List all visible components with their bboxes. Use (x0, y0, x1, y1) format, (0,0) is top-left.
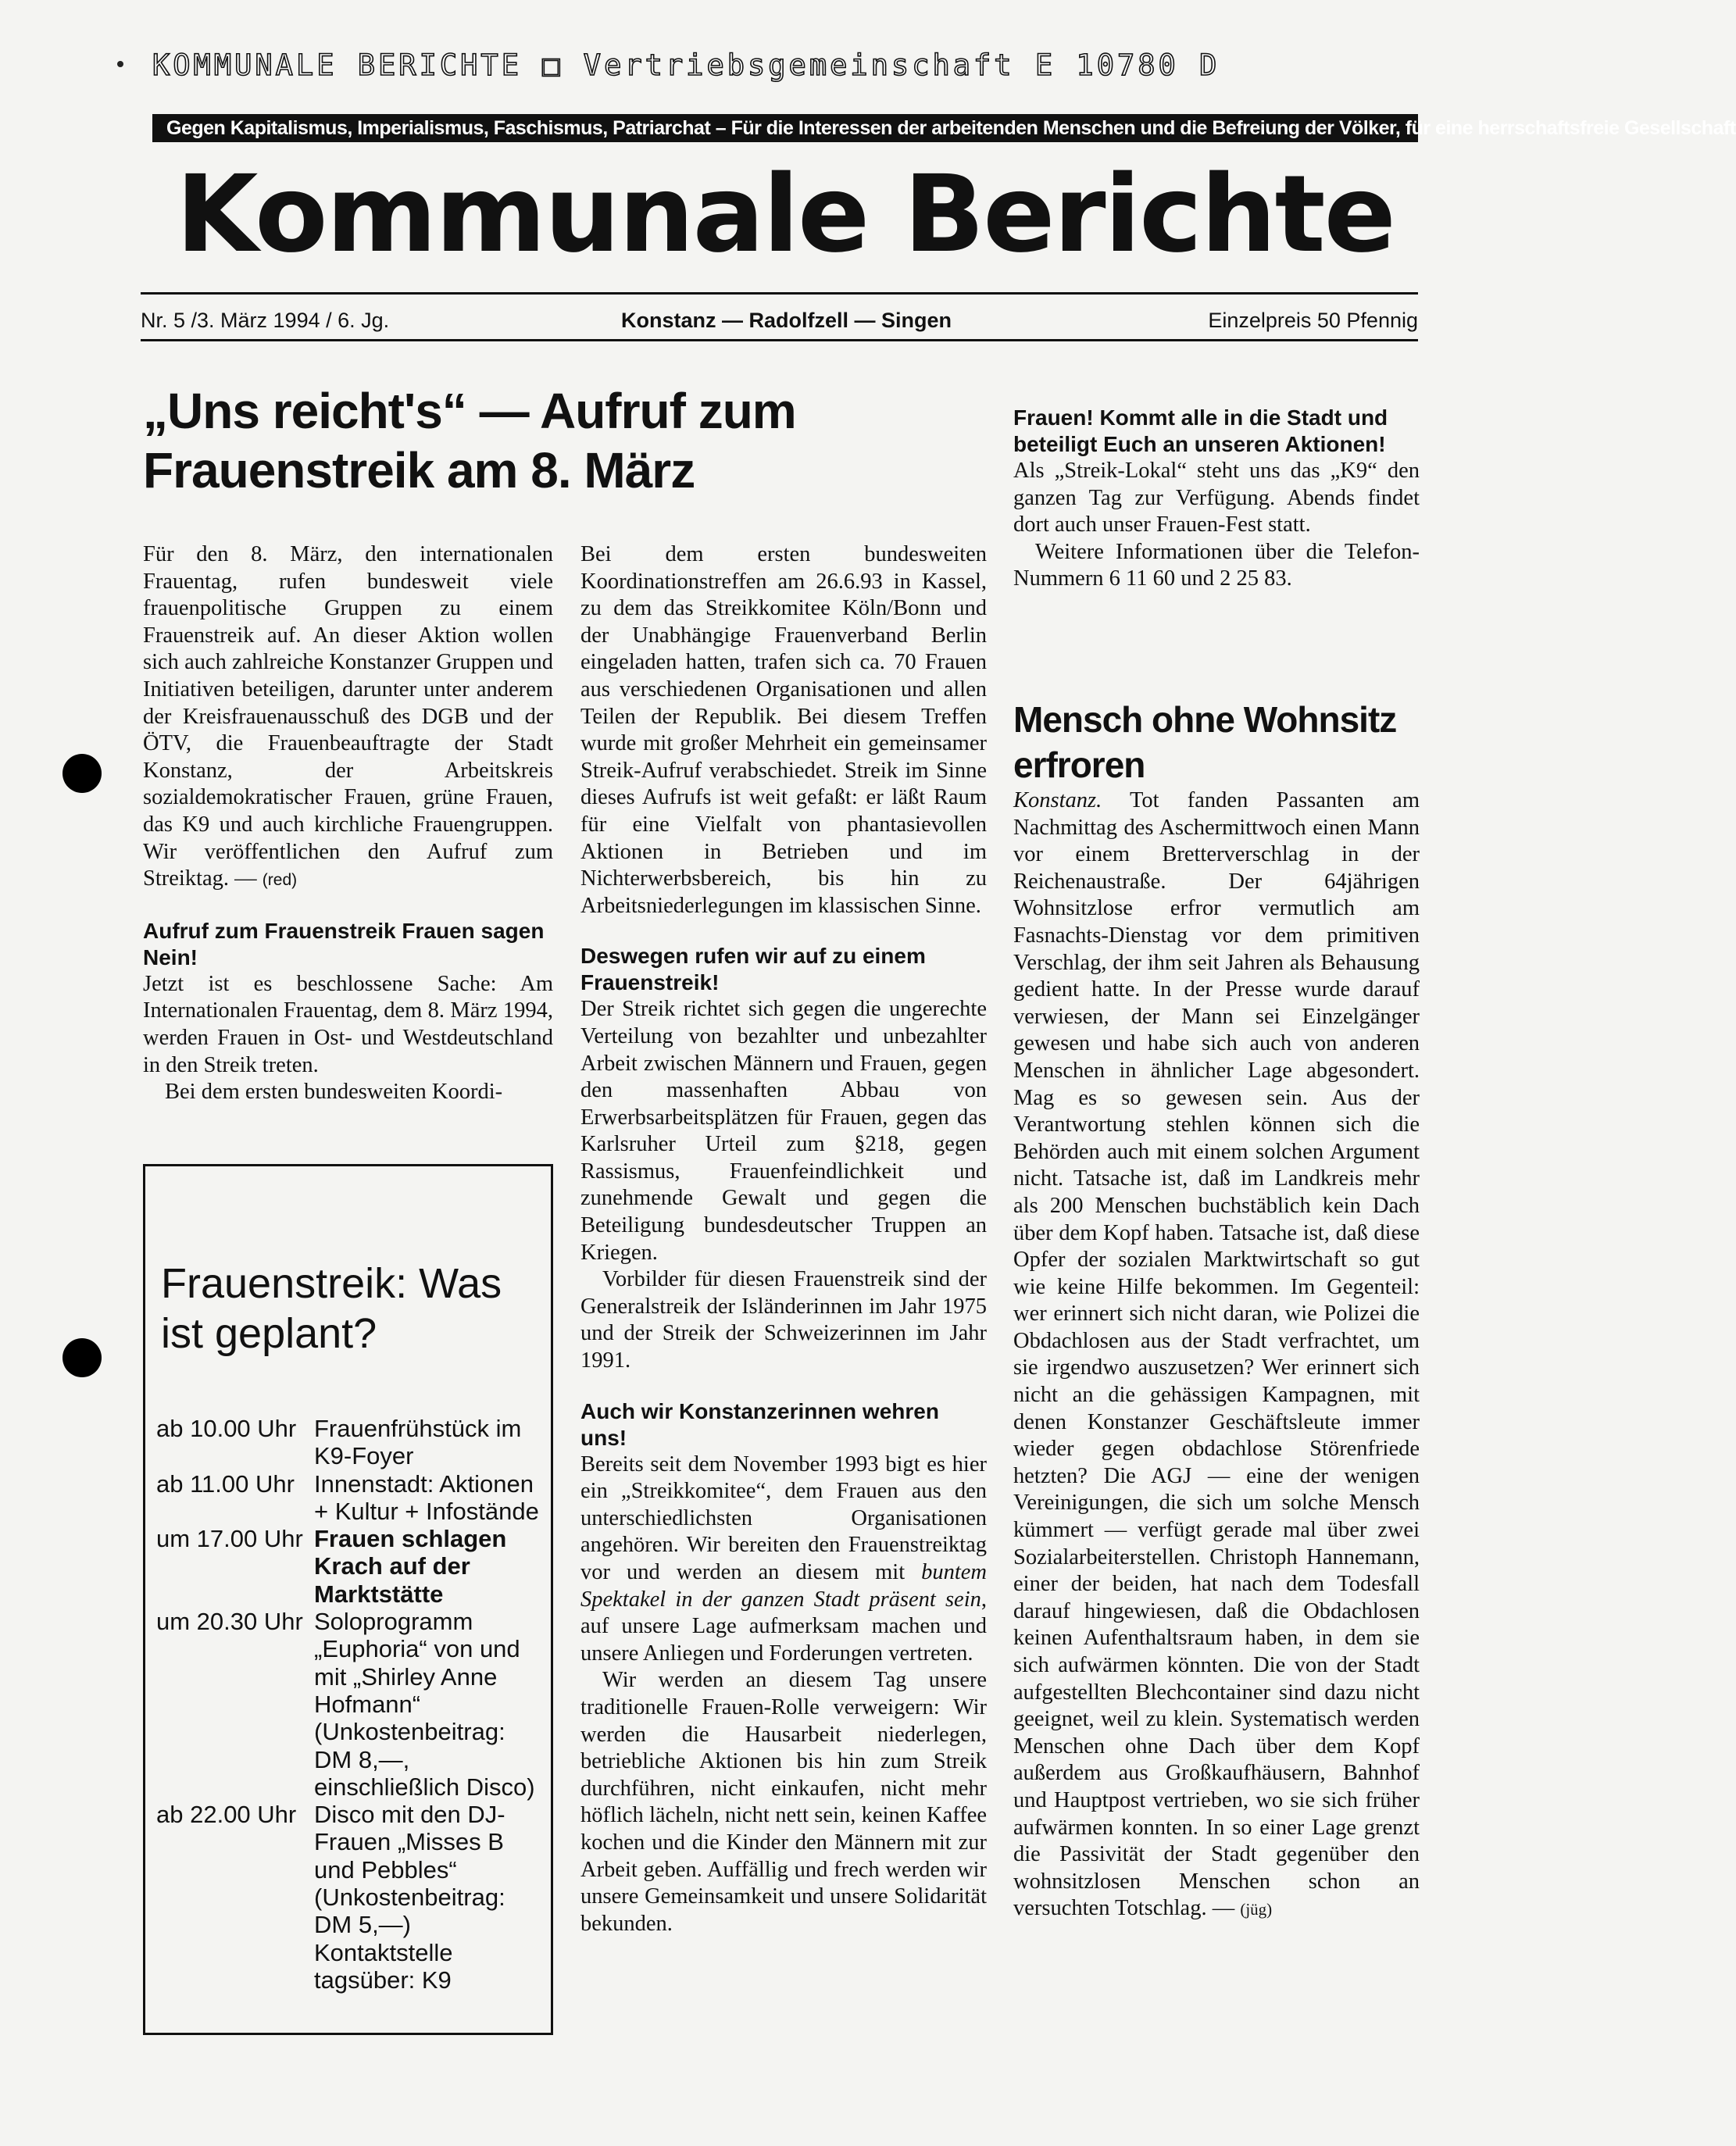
subheading-frauen-kommt: Frauen! Kommt alle in die Stadt und beteiligt Euch an unseren Aktionen! (1013, 405, 1388, 456)
schedule-item (156, 1525, 547, 1608)
subheading-aufruf: Aufruf zum Frauenstreik Frauen sagen Nein! (143, 918, 545, 969)
header-rule-top (141, 292, 1418, 295)
newspaper-title: Kommunale Berichte (176, 153, 1395, 277)
schedule-time: ab 11.00 Uhr (156, 1469, 295, 1498)
side-article-body (1013, 787, 1420, 1923)
schedule-time: um 20.30 Uhr (156, 1608, 303, 1636)
series-line: KOMMUNALE BERICHTE □ Vertriebsgemeinschaft E 10780 D (152, 48, 1220, 82)
schedule-time: ab 10.00 Uhr (156, 1415, 297, 1442)
schedule-text: Disco mit den DJ-Frauen „Misses B und Pebbles“ (Unkostenbeitrag: DM 5,—) Kontaktstelle tagsüber: K9 (314, 1801, 505, 1994)
schedule-list (156, 1415, 547, 1994)
subheading-konstanzerinnen: Auch wir Konstanzerinnen wehren uns! (580, 1398, 939, 1450)
schedule-text: Innenstadt: Aktionen + Kultur + Infostände (314, 1469, 539, 1525)
region-line: Konstanz — Radolfzell — Singen (621, 309, 952, 332)
main-headline: „Uns reicht's“ — Aufruf zum Frauenstreik am 8. März (143, 383, 796, 498)
schedule-text: Frauen schlagen Krach auf der Marktstätte (314, 1525, 507, 1608)
schedule-text: Frauenfrühstück im K9-Foyer (314, 1415, 522, 1470)
paragraph-1: Jetzt ist es beschlossene Sache: Am Internationalen Frauentag, dem 8. März 1994, werden Frauen in Ost- und Westdeutschland in den Streik treten. (143, 971, 553, 1077)
paragraph-4: Vorbilder für diesen Frauenstreik sind der Generalstreik der Isländerinnen im Jahr 1975 und der Streik der Schweizerinnen im Jahr 1991. (580, 1267, 987, 1373)
paragraph-2: Bei dem ersten bundesweiten Koordinationstreffen am 26.6.93 in Kassel, zu dem das Streikkomitee Köln/Bonn und der Unabhängige Frauenverband Berlin eingeladen hatten, trafen sich ca. 70 Frauen aus verschiedenen Organisationen und allen Teilen der Republik. Bei diesem Treffen wurde mit großer Mehrheit ein gemeinsamer Streik-Aufruf verabschiedet. Streik im Sinne dieses Aufrufs ist weit gefaßt: er läßt Raum für eine Vielfalt von phantasievollen Aktionen in Betrieben und im Nichterwerbsbereich, bis hin zu Arbeitsniederlegungen im klassischen Sinne. (580, 542, 987, 918)
issue-number: Nr. 5 /3. März 1994 / 6. Jg. (141, 309, 390, 332)
schedule-time: ab 22.00 Uhr (156, 1801, 297, 1829)
article-column-1 (143, 541, 553, 1106)
side-credit: (jüg) (1240, 1900, 1273, 1919)
paragraph-8: Weitere Informationen über die Telefon-Nummern 6 11 60 und 2 25 83. (1013, 539, 1420, 591)
schedule-item (156, 1801, 547, 1994)
intro-paragraph: Für den 8. März, den internationalen Frauentag, rufen bundesweit viele frauenpolitische Gruppen zu einem Frauenstreik auf. An dieser Aktion wollen sich auch zahlreiche Konstanzer Gruppen und Initiativen beteiligen, darunter unter anderem der Kreisfrauenausschuß des DGB und der ÖTV, die Frauenbeauftragte der Stadt Konstanz, der Arbeitskreis sozialdemokratischer Frauen, grüne Frauen, das K9 und auch kirchliche Frauengruppen. Wir veröffentlichen den Aufruf zum Streiktag. — (red) (143, 542, 553, 891)
paragraph-6: Wir werden an diesem Tag unsere traditionelle Frauen-Rolle verweigern: Wir werden die Hausarbeit niederlegen, betriebliche Aktionen bis hin zum Streik durchführen, nicht einkaufen, nicht mehr höflich lächeln, nicht nett sein, keinen Kaffee kochen und die Kinder den Männern mit zur Arbeit geben. Auffällig und frech werden wir unsere Gemeinsamkeit und unsere Solidarität bekunden. (580, 1668, 987, 1936)
schedule-time: um 17.00 Uhr (156, 1525, 303, 1553)
subheading-deswegen: Deswegen rufen wir auf zu einem Frauenstreik! (580, 944, 926, 995)
schedule-item (156, 1415, 547, 1470)
paragraph-7: Als „Streik-Lokal“ steht uns das „K9“ den ganzen Tag zur Verfügung. Abends findet dort auch unser Frauen-Fest statt. (1013, 459, 1420, 537)
article-column-2 (580, 541, 987, 1937)
slogan-bar: Gegen Kapitalismus, Imperialismus, Faschismus, Patriarchat – Für die Interessen der arbeitenden Menschen und die Befreiung der Völker, für eine herrschaftsfreie Gesellschaft (152, 114, 1418, 142)
intro-credit: (red) (262, 871, 298, 890)
article-column-3 (1013, 405, 1420, 593)
punch-hole (63, 754, 102, 793)
issue-info-bar (141, 303, 1418, 337)
schedule-item (156, 1608, 547, 1801)
header-rule-bottom (141, 339, 1418, 341)
schedule-item (156, 1470, 547, 1526)
paragraph-3: Der Streik richtet sich gegen die ungerechte Verteilung von bezahlter und unbezahlter Arbeit zwischen Männern und Frauen, gegen den massenhaften Abbau von Erwerbsarbeitsplätzen für Frauen, gegen das Karlsruher Urteil zum §218, gegen Rassismus, Frauenfeindlichkeit und zunehmende Gewalt und gegen die Beteiligung bundesdeutscher Truppen an Kriegen. (580, 997, 987, 1265)
bullet-dot (117, 61, 123, 67)
side-headline: Mensch ohne Wohnsitz erfroren (1013, 699, 1397, 785)
dateline: Konstanz. (1013, 788, 1102, 812)
price-line: Einzelpreis 50 Pfennig (1208, 309, 1418, 332)
schedule-box (143, 1164, 553, 2035)
paragraph-2-start: Bei dem ersten bundesweiten Koordi- (165, 1080, 503, 1105)
schedule-title: Frauenstreik: Was ist geplant? (161, 1260, 502, 1357)
punch-hole (63, 1338, 102, 1377)
paragraph-5: Bereits seit dem November 1993 bigt es hier ein „Streikkomitee“, dem Frauen aus den unterschiedlichsten Organisationen angehören. Wir bereiten den Frauenstreiktag vor und werden an diesem mit buntem Spektakel in der ganzen Stadt präsent sein, auf unsere Lage aufmerksam machen und unsere Anliegen und Forderungen vertreten. (580, 1451, 987, 1666)
side-article-text: Konstanz. Tot fanden Passanten am Nachmittag des Aschermittwoch einen Mann vor einem Bretterverschlag in der Reichenaustraße. Der 64jährigen Wohnsitzlose erfror vermutlich am Fasnachts-Dienstag vor dem primitiven Verschlag, der ihm seit Jahren als Behausung gedient hatte. In der Presse wurde darauf verwiesen, der Mann sei Einzelgänger gewesen und habe sich auch von anderen Menschen in ähnlicher Lage abgesondert. Mag es so gewesen sein. Aus der Verantwortung stehlen können sich die Behörden auch mit einem solchen Argument nicht. Tatsache ist, daß im Landkreis mehr als 200 Menschen buchstäblich kein Dach über dem Kopf haben. Tatsache ist, daß diese Opfer der sozialen Marktwirtschaft so gut wie keine Hilfe bekommen. Im Gegenteil: wer erinnert sich nicht daran, wie Polizei die Obdachlosen aus der Stadt verfrachtet, um sie irgendwo auszusetzen? Wer erinnert sich nicht an die gehässigen Kampagnen, mit denen Konstanzer Geschäftsleute immer wieder gegen obdachlose Störenfriede hetzten? Die AGJ — eine der wenigen Vereinigungen, die sich um solche Mensch kümmert — verfügt gerade mal über zwei Sozialarbeiterstellen. Christoph Hannemann, einer der beiden, hat nach dem Todesfall darauf hingewiesen, daß die Obdachlosen keinen Aufenthaltsraum haben, in dem sie sich aufwärmen könnten. Die von der Stadt aufgestellten Blechcontainer sind dazu nicht geeignet, weil zu klein. Systematisch werden Menschen ohne Dach über dem Kopf außerdem aus Großkaufhäusern, Bahnhof und Hauptpost vertrieben, wo sie sich früher aufwärmen konnten. In so einer Lage grenzt die Passivität der Stadt gegenüber den wohnsitzlosen Menschen schon an versuchten Totschlag. — (jüg) (1013, 788, 1420, 1921)
schedule-text: Soloprogramm „Euphoria“ von und mit „Shirley Anne Hofmann“ (Unkostenbeitrag: DM 8,—, einschließlich Disco) (314, 1608, 535, 1801)
